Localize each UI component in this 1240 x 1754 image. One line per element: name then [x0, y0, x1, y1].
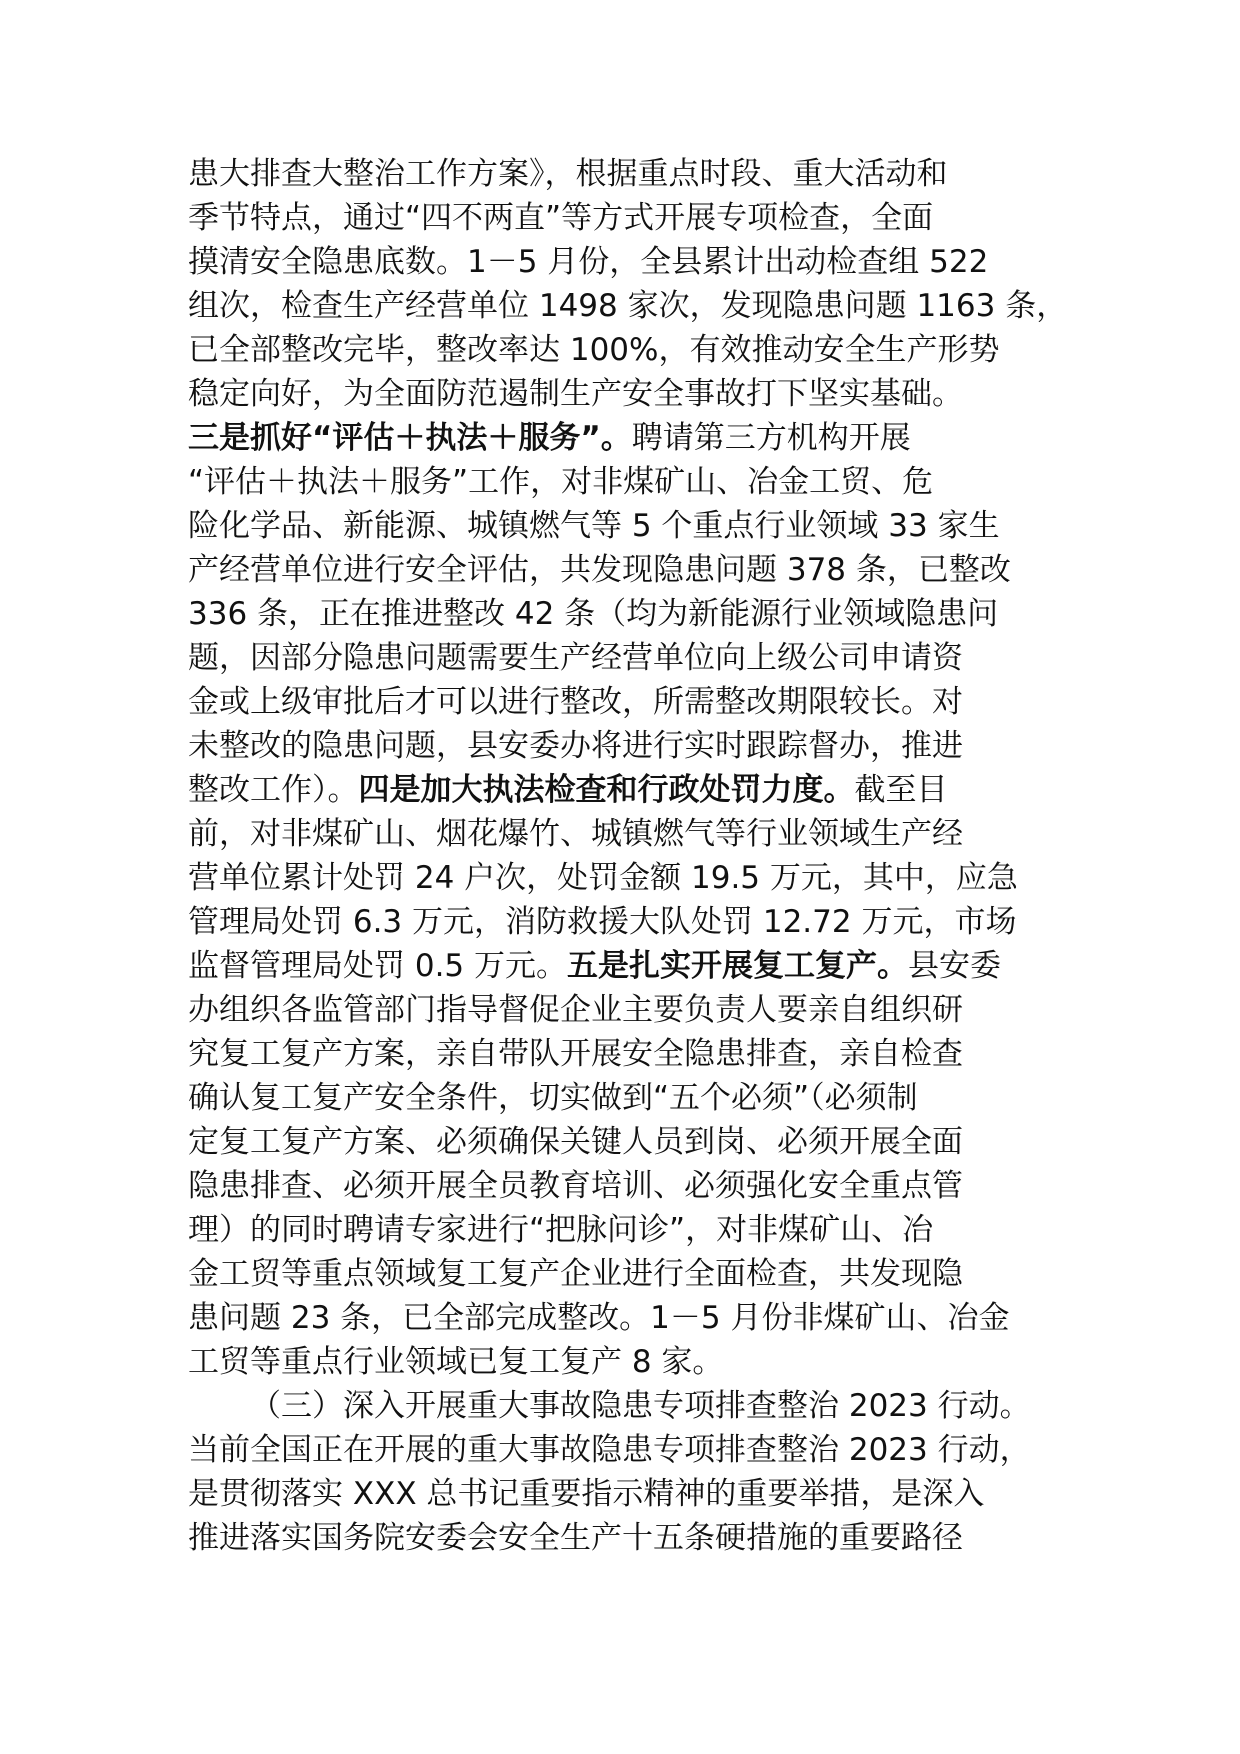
text-line-16: 前，对非煤矿山、烟花爆竹、城镇燃气等行业领域生产经	[188, 816, 963, 852]
text-line-23: 定复工复产方案、必须确保关键人员到岗、必须开展全面	[188, 1124, 963, 1160]
text-line-12: 题，因部分隐患问题需要生产经营单位向上级公司申请资	[188, 640, 963, 676]
text-line-2: 季节特点，通过“四不两直”等方式开展专项检查，全面	[188, 200, 934, 236]
text-line-17: 营单位累计处罚 24 户次，处罚金额 19.5 万元，其中，应急	[188, 860, 1018, 896]
text-line-24: 隐患排查、必须开展全员教育培训、必须强化安全重点管	[188, 1168, 963, 1204]
bold-heading-five: 五是扎实开展复工复产。	[567, 948, 909, 984]
text-line-6: 稳定向好，为全面防范遏制生产安全事故打下坚实基础。	[188, 376, 963, 412]
bold-heading-four: 四是加大执法检查和行政处罚力度。	[358, 772, 855, 808]
text-line-10: 产经营单位进行安全评估，共发现隐患问题 378 条，已整改	[188, 552, 1011, 588]
text-line-7: 三是抓好“评估＋执法＋服务”。聘请第三方机构开展	[188, 420, 911, 456]
text-line-5: 已全部整改完毕，整改率达 100%，有效推动安全生产形势	[188, 332, 1000, 368]
text-line-26: 金工贸等重点领域复工复产企业进行全面检查，共发现隐	[188, 1256, 963, 1292]
text-line-14: 未整改的隐患问题，县安委办将进行实时跟踪督办，推进	[188, 728, 963, 764]
text-line-25: 理）的同时聘请专家进行“把脉问诊”，对非煤矿山、冶	[188, 1212, 934, 1248]
text-line-27: 患问题 23 条，已全部完成整改。1－5 月份非煤矿山、冶金	[188, 1300, 1010, 1336]
text-line-15: 整改工作）。四是加大执法检查和行政处罚力度。截至目	[188, 772, 948, 808]
text-line-20: 办组织各监管部门指导督促企业主要负责人要亲自组织研	[188, 992, 963, 1028]
text-line-28: 工贸等重点行业领域已复工复产 8 家。	[188, 1344, 724, 1380]
text-line-32: 推进落实国务院安委会安全生产十五条硬措施的重要路径	[188, 1520, 963, 1556]
text-line-30: 当前全国正在开展的重大事故隐患专项排查整治 2023 行动，	[188, 1432, 1031, 1468]
bold-heading-three: 三是抓好“评估＋执法＋服务”。	[188, 420, 632, 456]
text-line-29-section-heading: （三）深入开展重大事故隐患专项排查整治 2023 行动。	[250, 1388, 1031, 1424]
text-line-1: 患大排查大整治工作方案》，根据重点时段、重大活动和	[188, 156, 948, 192]
text-line-18: 管理局处罚 6.3 万元，消防救援大队处罚 12.72 万元，市场	[188, 904, 1017, 940]
text-line-11: 336 条，正在推进整改 42 条（均为新能源行业领域隐患问	[188, 596, 999, 632]
text-line-3: 摸清安全隐患底数。1－5 月份，全县累计出动检查组 522	[188, 244, 989, 280]
text-line-9: 险化学品、新能源、城镇燃气等 5 个重点行业领域 33 家生	[188, 508, 1000, 544]
text-line-13: 金或上级审批后才可以进行整改，所需整改期限较长。对	[188, 684, 963, 720]
document-page	[188, 150, 1088, 1630]
text-line-31: 是贯彻落实 XXX 总书记重要指示精神的重要举措，是深入	[188, 1476, 985, 1512]
text-line-8: “评估＋执法＋服务”工作，对非煤矿山、冶金工贸、危	[188, 464, 934, 500]
text-line-22: 确认复工复产安全条件，切实做到“五个必须”（必须制	[188, 1080, 918, 1116]
text-line-19: 监督管理局处罚 0.5 万元。五是扎实开展复工复产。县安委	[188, 948, 1002, 984]
text-line-4: 组次，检查生产经营单位 1498 家次，发现隐患问题 1163 条，	[188, 288, 1068, 324]
text-line-21: 究复工复产方案，亲自带队开展安全隐患排查，亲自检查	[188, 1036, 963, 1072]
